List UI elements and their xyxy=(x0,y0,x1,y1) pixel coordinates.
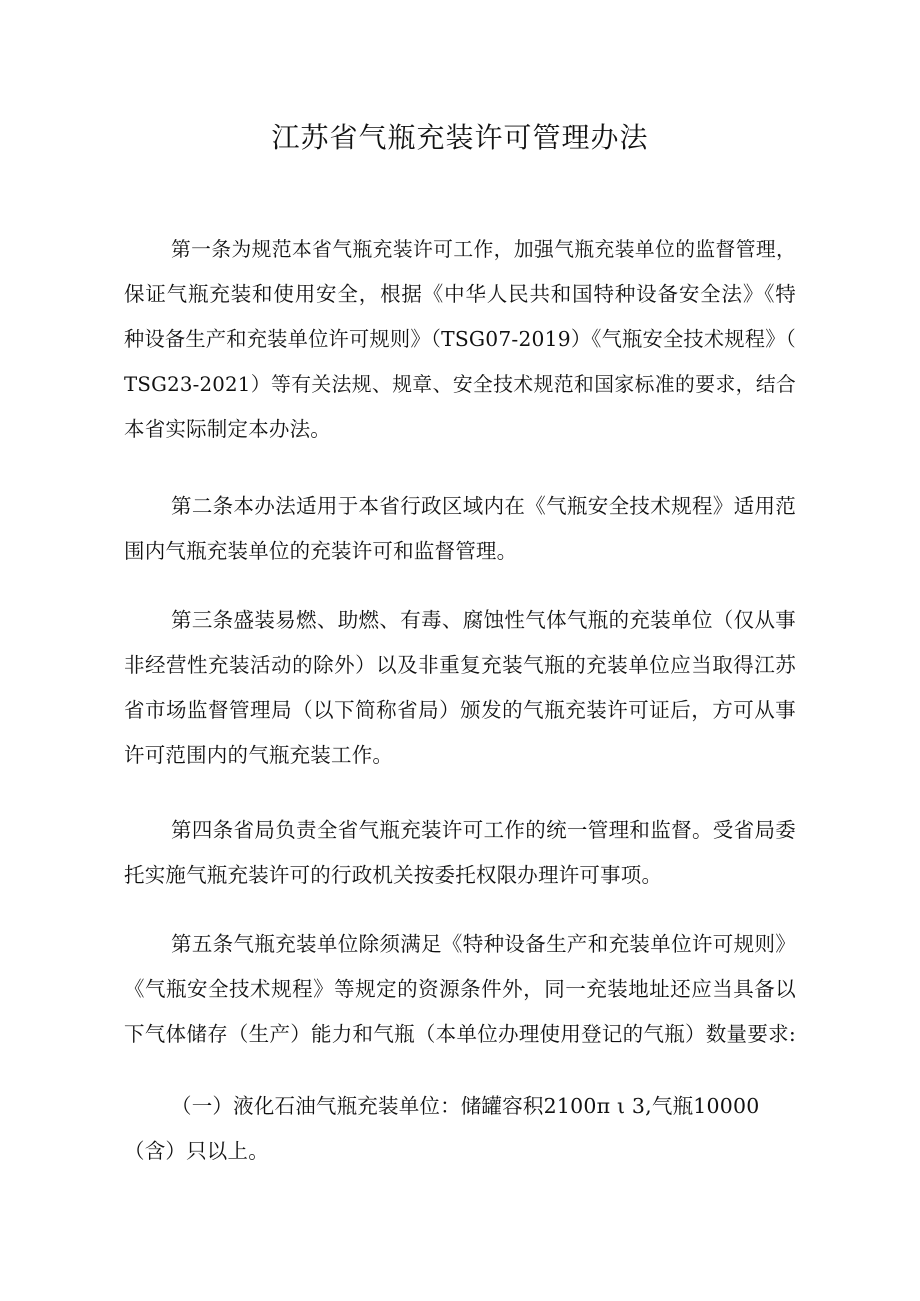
text-line: TSG23-2021）等有关法规、规章、安全技术规范和国家标准的要求，结合 xyxy=(124,373,796,396)
text-line: 托实施气瓶充装许可的行政机关按委托权限办理许可事项。 xyxy=(124,863,663,887)
text-line: 第四条省局负责全省气瓶充装许可工作的统一管理和监督。受省局委 xyxy=(171,818,796,842)
text-line: （一）液化石油气瓶充装单位：储罐容积2100π ι 3,气瓶10000 xyxy=(171,1094,760,1118)
text-line: 种设备生产和充装单位许可规则》（TSG07-2019）《气瓶安全技术规程》（ xyxy=(124,327,796,351)
text-line: 第三条盛装易燃、助燃、有毒、腐蚀性气体气瓶的充装单位（仅从事 xyxy=(171,608,796,632)
text-line: 《气瓶安全技术规程》等规定的资源条件外，同一充装地址还应当具备以 xyxy=(124,977,796,1001)
text-line: 本省实际制定本办法。 xyxy=(124,417,331,441)
text-line: 保证气瓶充装和使用安全，根据《中华人民共和国特种设备安全法》《特 xyxy=(124,282,796,306)
text-line: 下气体储存（生产）能力和气瓶（本单位办理使用登记的气瓶）数量要求: xyxy=(124,1022,796,1046)
document-title: 江苏省气瓶充装许可管理办法 xyxy=(271,121,649,154)
text-line: 第二条本办法适用于本省行政区域内在《气瓶安全技术规程》适用范 xyxy=(171,494,796,518)
text-line: 围内气瓶充装单位的充装许可和监督管理。 xyxy=(124,539,518,563)
article-5 xyxy=(124,922,796,1057)
text-line: 第一条为规范本省气瓶充装许可工作，加强气瓶充装单位的监督管理， xyxy=(171,238,796,261)
article-2 xyxy=(124,484,796,574)
article-4 xyxy=(124,808,796,898)
text-line: 许可范围内的气瓶充装工作。 xyxy=(124,743,394,767)
article-3 xyxy=(124,598,796,778)
text-line: （含）只以上。 xyxy=(124,1139,269,1163)
text-line: 第五条气瓶充装单位除须满足《特种设备生产和充装单位许可规则》 xyxy=(171,932,796,956)
article-1 xyxy=(124,227,796,452)
text-line: 省市场监督管理局（以下简称省局）颁发的气瓶充装许可证后，方可从事 xyxy=(124,698,796,722)
text-line: 非经营性充装活动的除外）以及非重复充装气瓶的充装单位应当取得江苏 xyxy=(124,653,796,677)
article-5-item-1 xyxy=(124,1084,796,1174)
